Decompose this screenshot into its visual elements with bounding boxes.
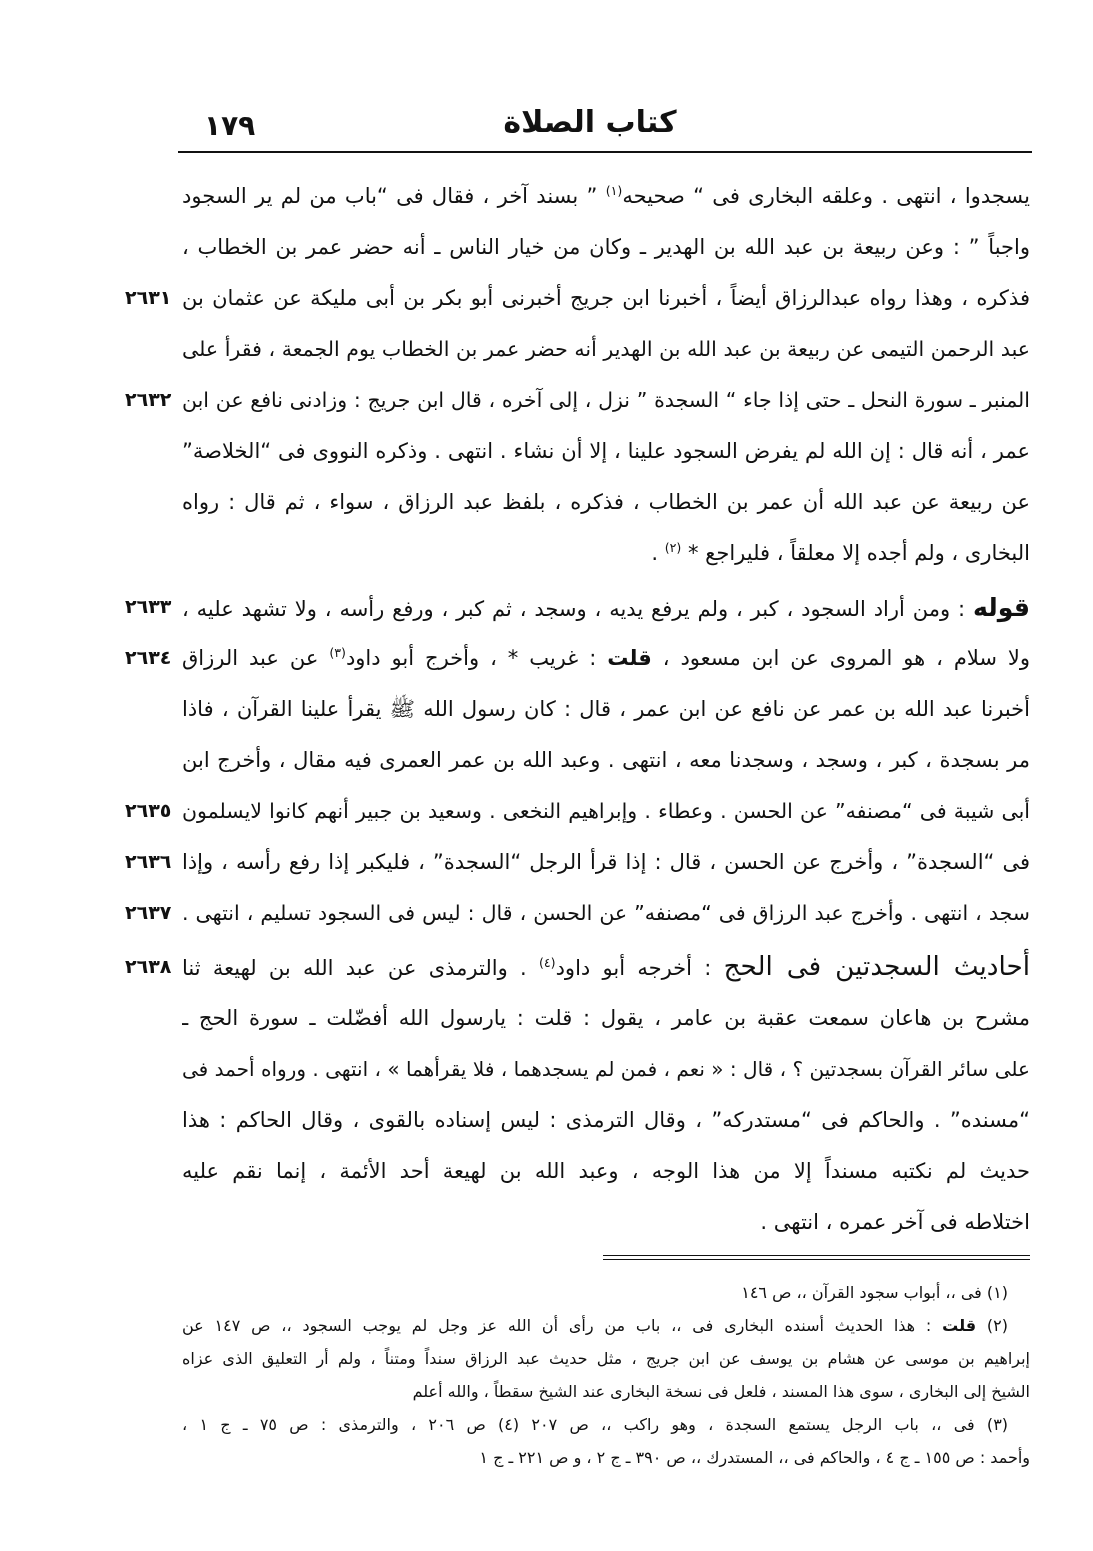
text-line: [182, 633, 1030, 684]
header-rule: [178, 151, 1032, 153]
text-row: [125, 582, 1030, 633]
text-row: [125, 837, 1030, 888]
text-line: عبد الرحمن التيمى عن ربيعة بن عبد الله بن الهدير أنه حضر عمر بن الخطاب يوم الجمعة ، فقرأ على: [182, 337, 1030, 361]
line-text: : غريب * ، وأخرج أبو داود: [345, 646, 608, 670]
line-text: يسجدوا ، انتهى . وعلقه البخارى فى “ صحيحه: [622, 184, 1030, 208]
text-line: عمر ، أنه قال : إن الله لم يفرض السجود علينا ، إلا أن نشاء . انتهى . وذكره النووى فى “الخلاصة”: [182, 439, 1030, 463]
page-number: ١٧٩: [204, 109, 256, 142]
text-row: [125, 786, 1030, 837]
text-row: [125, 888, 1030, 939]
text-line: فذكره ، وهذا رواه عبدالرزاق أيضاً ، أخبرنا ابن جريج أخبرنى أبو بكر بن أبى مليكة عن عثمان بن: [182, 286, 1030, 310]
footnote-marker: (٢): [664, 539, 682, 555]
text-line: مر بسجدة ، كبر ، وسجد ، وسجدنا معه ، انتهى . وعبد الله بن عمر العمرى فيه مقال ، وأخرج ابن: [182, 748, 1030, 772]
line-text: ” بسند آخر ، فقال فى “باب من لم ير السجود: [182, 184, 606, 208]
text-line: اختلاطه فى آخر عمره ، انتهى .: [760, 1210, 1030, 1234]
line-text: : أخرجه أبو داود: [555, 956, 724, 980]
text-line: [182, 942, 1030, 993]
text-row: [125, 375, 1030, 426]
text-row: [182, 222, 1030, 273]
main-text: [125, 171, 1030, 1248]
text-row: [182, 1044, 1030, 1095]
margin-number: ٢٦٣٥: [125, 800, 172, 822]
text-row: [125, 273, 1030, 324]
footnote-marker: (٤): [538, 954, 556, 970]
line-text: البخارى ، ولم أجده إلا معلقاً ، فليراجع *: [681, 541, 1030, 565]
text-row: [182, 1197, 1030, 1248]
text-row: [182, 171, 1030, 222]
text-row: [182, 1095, 1030, 1146]
text-line: أخبرنا عبد الله بن عمر عن نافع عن ابن عمر ، قال : كان رسول الله ﷺ يقرأ علينا القرآن ، فاذا: [182, 697, 1030, 721]
line-text: . والترمذى عن عبد الله بن لهيعة ثنا: [182, 956, 539, 980]
text-row: [182, 528, 1030, 579]
footnote-line: وأحمد : ص ١٥٥ ـ ج ٤ ، والحاكم فى ،، المستدرك ،، ص ٣٩٠ ـ ج ٢ ، و ص ٢٢١ ـ ج ١: [479, 1448, 1030, 1467]
footnote-line: (١) فى ،، أبواب سجود القرآن ،، ص ١٤٦: [741, 1283, 1008, 1302]
text-row: [182, 684, 1030, 735]
text-line: على سائر القرآن بسجدتين ؟ ، قال : « نعم ، فمن لم يسجدهما ، فلا يقرأهما » ، انتهى . ورواه أحمد فى: [182, 1057, 1030, 1081]
text-row: [182, 735, 1030, 786]
text-line: أبى شيبة فى “مصنفه” عن الحسن . وعطاء . وإبراهيم النخعى . وسعيد بن جبير أنهم كانوا لايسلمون: [182, 799, 1030, 823]
line-text: عن عبد الرزاق: [182, 646, 330, 670]
chapter-title: كتاب الصلاة: [503, 105, 677, 140]
footnote-line: [182, 1309, 1030, 1342]
text-row: [182, 324, 1030, 375]
line-text: : هذا الحديث أسنده البخارى فى ،، باب من رأى أن الله عز وجل لم يوجب السجود ،، ص ١٤٧ عن: [182, 1316, 943, 1335]
footnote-line: الشيخ إلى البخارى ، سوى هذا المسند ، فلعل فى نسخة البخارى عند الشيخ سقطاً ، والله أعلم: [412, 1382, 1030, 1401]
line-text: (٢): [976, 1316, 1009, 1335]
text-line: فى “السجدة” ، وأخرج عن الحسن ، قال : إذا قرأ الرجل “السجدة” ، فليكبر إذا رفع رأسه ، وإذا: [182, 850, 1030, 874]
bold-keyword: قلت: [607, 646, 652, 670]
margin-number: ٢٦٣٨: [125, 956, 172, 978]
text-row: [182, 993, 1030, 1044]
footnote-marker: (٣): [329, 644, 346, 660]
text-line: المنبر ـ سورة النحل ـ حتى إذا جاء “ السجدة ” نزل ، إلى آخره ، قال ابن جريج : وزادنى نافع عن ابن: [182, 388, 1030, 412]
margin-number: ٢٦٣٣: [125, 596, 172, 618]
footnote-line: إبراهيم بن موسى عن هشام بن يوسف عن ابن جريج ، مثل حديث عبد الرزاق سنداً ومتناً ، ولم أر التعليق الذى عزاه: [182, 1349, 1030, 1368]
line-text: ولا سلام ، هو المروى عن ابن مسعود ،: [651, 646, 1030, 670]
margin-number: ٢٦٣٤: [125, 647, 172, 669]
text-line: حديث لم نكتبه مسنداً إلا من هذا الوجه ، وعبد الله بن لهيعة أحد الأئمة ، إنما نقم عليه: [182, 1159, 1030, 1183]
footnotes: [182, 1276, 1030, 1474]
bold-keyword: قوله: [972, 593, 1030, 622]
text-line: [182, 171, 1030, 222]
bold-keyword: قلت: [942, 1316, 977, 1335]
text-row: [125, 942, 1030, 993]
footnote-line: (٣) فى ،، باب الرجل يستمع السجدة ، وهو راكب ،، ص ٢٠٧ (٤) ص ٢٠٦ ، والترمذى : ص ٧٥ ـ ج ١ ،: [182, 1415, 1009, 1434]
margin-number: ٢٦٣٦: [125, 851, 172, 873]
text-row: [182, 1146, 1030, 1197]
text-line: واجباً ” : وعن ربيعة بن عبد الله بن الهدير ـ وكان من خيار الناس ـ أنه حضر عمر بن الخطاب ،: [182, 235, 1030, 259]
text-row: [125, 633, 1030, 684]
text-line: عن ربيعة عن عبد الله أن عمر بن الخطاب ، فذكره ، بلفظ عبد الرزاق ، سواء ، ثم قال : رواه: [182, 490, 1030, 514]
text-line: [182, 528, 1030, 579]
section-heading: أحاديث السجدتين فى الحج: [723, 952, 1030, 982]
text-line: سجد ، انتهى . وأخرج عبد الرزاق فى “مصنفه” عن الحسن ، قال : ليس فى السجود تسليم ، انتهى .: [182, 901, 1030, 925]
margin-number: ٢٦٣٢: [125, 389, 172, 411]
text-row: [182, 477, 1030, 528]
footnote-separator: [603, 1255, 1030, 1260]
text-line: “مسنده” . والحاكم فى “مستدركه” ، وقال الترمذى : ليس إسناده بالقوى ، وقال الحاكم : هذا: [182, 1108, 1030, 1132]
margin-number: ٢٦٣٧: [125, 902, 172, 924]
text-line: [182, 582, 1030, 633]
text-row: [182, 426, 1030, 477]
line-text: : ومن أراد السجود ، كبر ، ولم يرفع يديه ، وسجد ، ثم كبر ، ورفع رأسه ، ولا تشهد عليه ،: [182, 597, 973, 621]
margin-number: ٢٦٣١: [125, 287, 172, 309]
footnote-marker: (١): [605, 182, 623, 198]
line-text: .: [651, 541, 665, 565]
text-line: مشرح بن هاعان سمعت عقبة بن عامر ، يقول : قلت : يارسول الله أفضّلت ـ سورة الحج ـ: [182, 1006, 1030, 1030]
